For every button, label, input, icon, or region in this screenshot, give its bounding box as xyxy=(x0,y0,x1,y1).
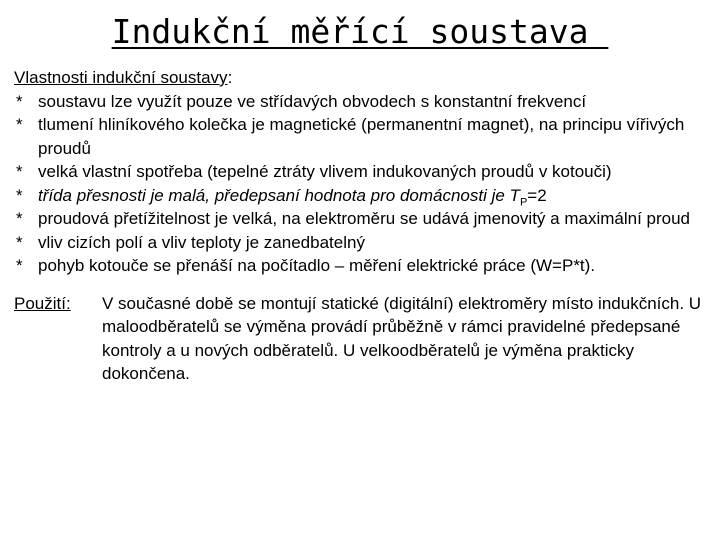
list-item xyxy=(14,113,704,160)
property-text: pohyb kotouče se přenáší na počítadlo – měření elektrické práce (W=P*t). xyxy=(38,256,596,275)
property-text: třída přesnosti je malá, předepsaní hodnota pro domácnosti je T xyxy=(38,185,520,205)
properties-heading-label: Vlastnosti indukční soustavy xyxy=(14,68,228,87)
bullet-star-icon: * xyxy=(16,91,23,111)
property-text: tlumení hliníkového kolečka je magnetické (permanentní magnet), na principu vířivých proudů xyxy=(38,115,685,158)
list-item xyxy=(14,184,704,208)
usage-section xyxy=(14,292,704,386)
list-item xyxy=(14,231,704,255)
properties-heading xyxy=(14,66,704,90)
bullet-star-icon: * xyxy=(16,232,23,252)
property-text-end: =2 xyxy=(527,185,547,205)
usage-label: Použití: xyxy=(14,293,71,313)
bullet-star-icon: * xyxy=(16,256,23,275)
bullet-star-icon: * xyxy=(16,115,23,134)
page-title: Indukční měřící soustava xyxy=(111,12,609,51)
usage-text: V současné době se montují statické (digitální) elektroměry místo indukčních. U maloodběratelů se výměna provádí průběžně v rámci pravidelné předepsané kontroly a u nových odběratelů. U velkoodběratelů je výměna prakticky dokončena. xyxy=(102,293,702,383)
bullet-star-icon: * xyxy=(16,162,23,181)
content-area xyxy=(14,66,704,386)
property-text: soustavu lze využít pouze ve střídavých obvodech s konstantní frekvencí xyxy=(38,91,587,111)
list-item xyxy=(14,207,704,231)
list-item xyxy=(14,90,704,114)
properties-heading-colon: : xyxy=(227,68,233,87)
bullet-star-icon: * xyxy=(16,209,23,228)
property-text: proudová přetížitelnost je velká, na elektroměru se udává jmenovitý a maximální proud xyxy=(38,209,691,228)
list-item xyxy=(14,254,704,278)
property-text: vliv cizích polí a vliv teploty je zanedbatelný xyxy=(38,232,365,252)
list-item xyxy=(14,160,704,184)
bullet-star-icon: * xyxy=(16,185,23,205)
properties-list xyxy=(14,90,704,278)
property-text: velká vlastní spotřeba (tepelné ztráty vlivem indukovaných proudů v kotouči) xyxy=(38,162,612,181)
property-subscript: P xyxy=(519,195,528,208)
